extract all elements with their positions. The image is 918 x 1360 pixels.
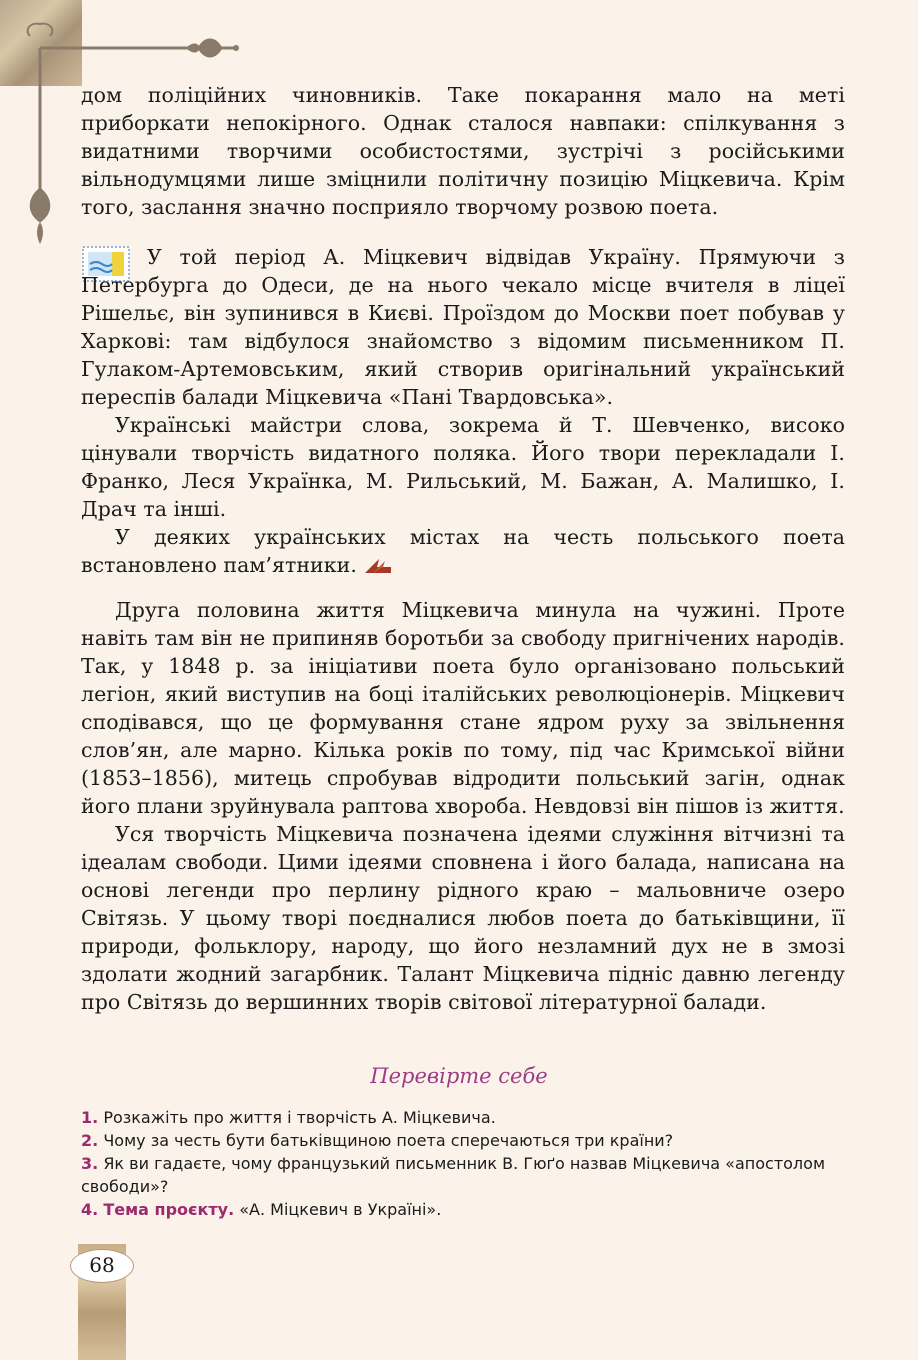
question-text: Розкажіть про життя і творчість А. Міцкевича. (103, 1108, 496, 1127)
question-number: 2. (81, 1131, 99, 1150)
section-end-marker-icon (363, 555, 393, 575)
text-block-bottom (81, 596, 845, 1016)
paragraph: Українські майстри слова, зокрема й Т. Шевченко, високо цінували творчість видатного поляка. Його твори перекладали І. Франко, Леся Українка, М. Рильський, М. Бажан, А. Малишко, І. Драч та інші. (81, 413, 845, 521)
question-text: Чому за честь бути батьківщиною поета сперечаються три країни? (103, 1131, 674, 1150)
paragraph: дом поліційних чиновників. Таке покарання мало на меті приборкати непокірного. Однак сталося навпаки: спілкування з видатними творчими особистостями, зустрічі з російськими вільнодумцями лише зміцнили політичну позицію Міцкевича. Крім того, заслання значно посприяло творчому розвою поета. (81, 83, 845, 219)
text-block-ukraine (81, 243, 845, 579)
question-number: 3. (81, 1154, 99, 1173)
page-number: 68 (70, 1249, 134, 1283)
questions-list (81, 1106, 851, 1221)
question-item (81, 1129, 851, 1152)
section-heading: Перевірте себе (370, 1064, 548, 1088)
paragraph: Уся творчість Міцкевича позначена ідеями служіння вітчизні та ідеалам свободи. Цими ідеями сповнена і його балада, написана на основі легенди про перлину рідного краю – мальовниче озеро Світязь. У цьому творі поєдналися любов поета до батьківщини, її природи, фольклору, народу, що його незламний дух не в змозі здолати жодний загарбник. Талант Міцкевича підніс давню легенду про Світязь до вершинних творів світової літературної балади. (81, 822, 845, 1014)
text-block-top (81, 81, 845, 221)
project-item (81, 1198, 851, 1221)
question-number: 1. (81, 1108, 99, 1127)
question-item (81, 1152, 851, 1198)
project-text: «А. Міцкевич в Україні». (239, 1200, 442, 1219)
project-label: Тема проєкту. (103, 1200, 235, 1219)
question-number: 4. (81, 1200, 99, 1219)
paragraph: Друга половина життя Міцкевича минула на чужині. Проте навіть там він не припиняв боротьби за свободу пригнічених народів. Так, у 1848 р. за ініціативи поета було організовано польський легіон, який виступив на боці італійських революціонерів. Міцкевич сподівався, що це формування стане ядром руху за звільнення слов’ян, але марно. Кілька років по тому, під час Кримської війни (1853–1856), митець спробував відродити польський загін, однак його плани зруйнувала раптова хвороба. Невдовзі він пішов із життя. (81, 598, 845, 818)
question-item (81, 1106, 851, 1129)
paragraph: У той період А. Міцкевич відвідав Україну. Прямуючи з Петербурга до Одеси, де на нього чекало місце вчителя в ліцеї Рішельє, він зупинився в Києві. Проїздом до Москви поет побував у Харкові: там відбулося знайомство з відомим письменником П. Гулаком-Артемовським, який створив оригінальний український переспів балади Міцкевича «Пані Твардовська». (81, 245, 845, 409)
paragraph (81, 523, 845, 579)
question-text: Як ви гадаєте, чому французький письменник В. Гюґо назвав Міцкевича «апостолом свободи»? (81, 1154, 826, 1196)
paragraph-text: У деяких українських містах на честь польського поета встановлено пам’ятники. (81, 525, 845, 577)
